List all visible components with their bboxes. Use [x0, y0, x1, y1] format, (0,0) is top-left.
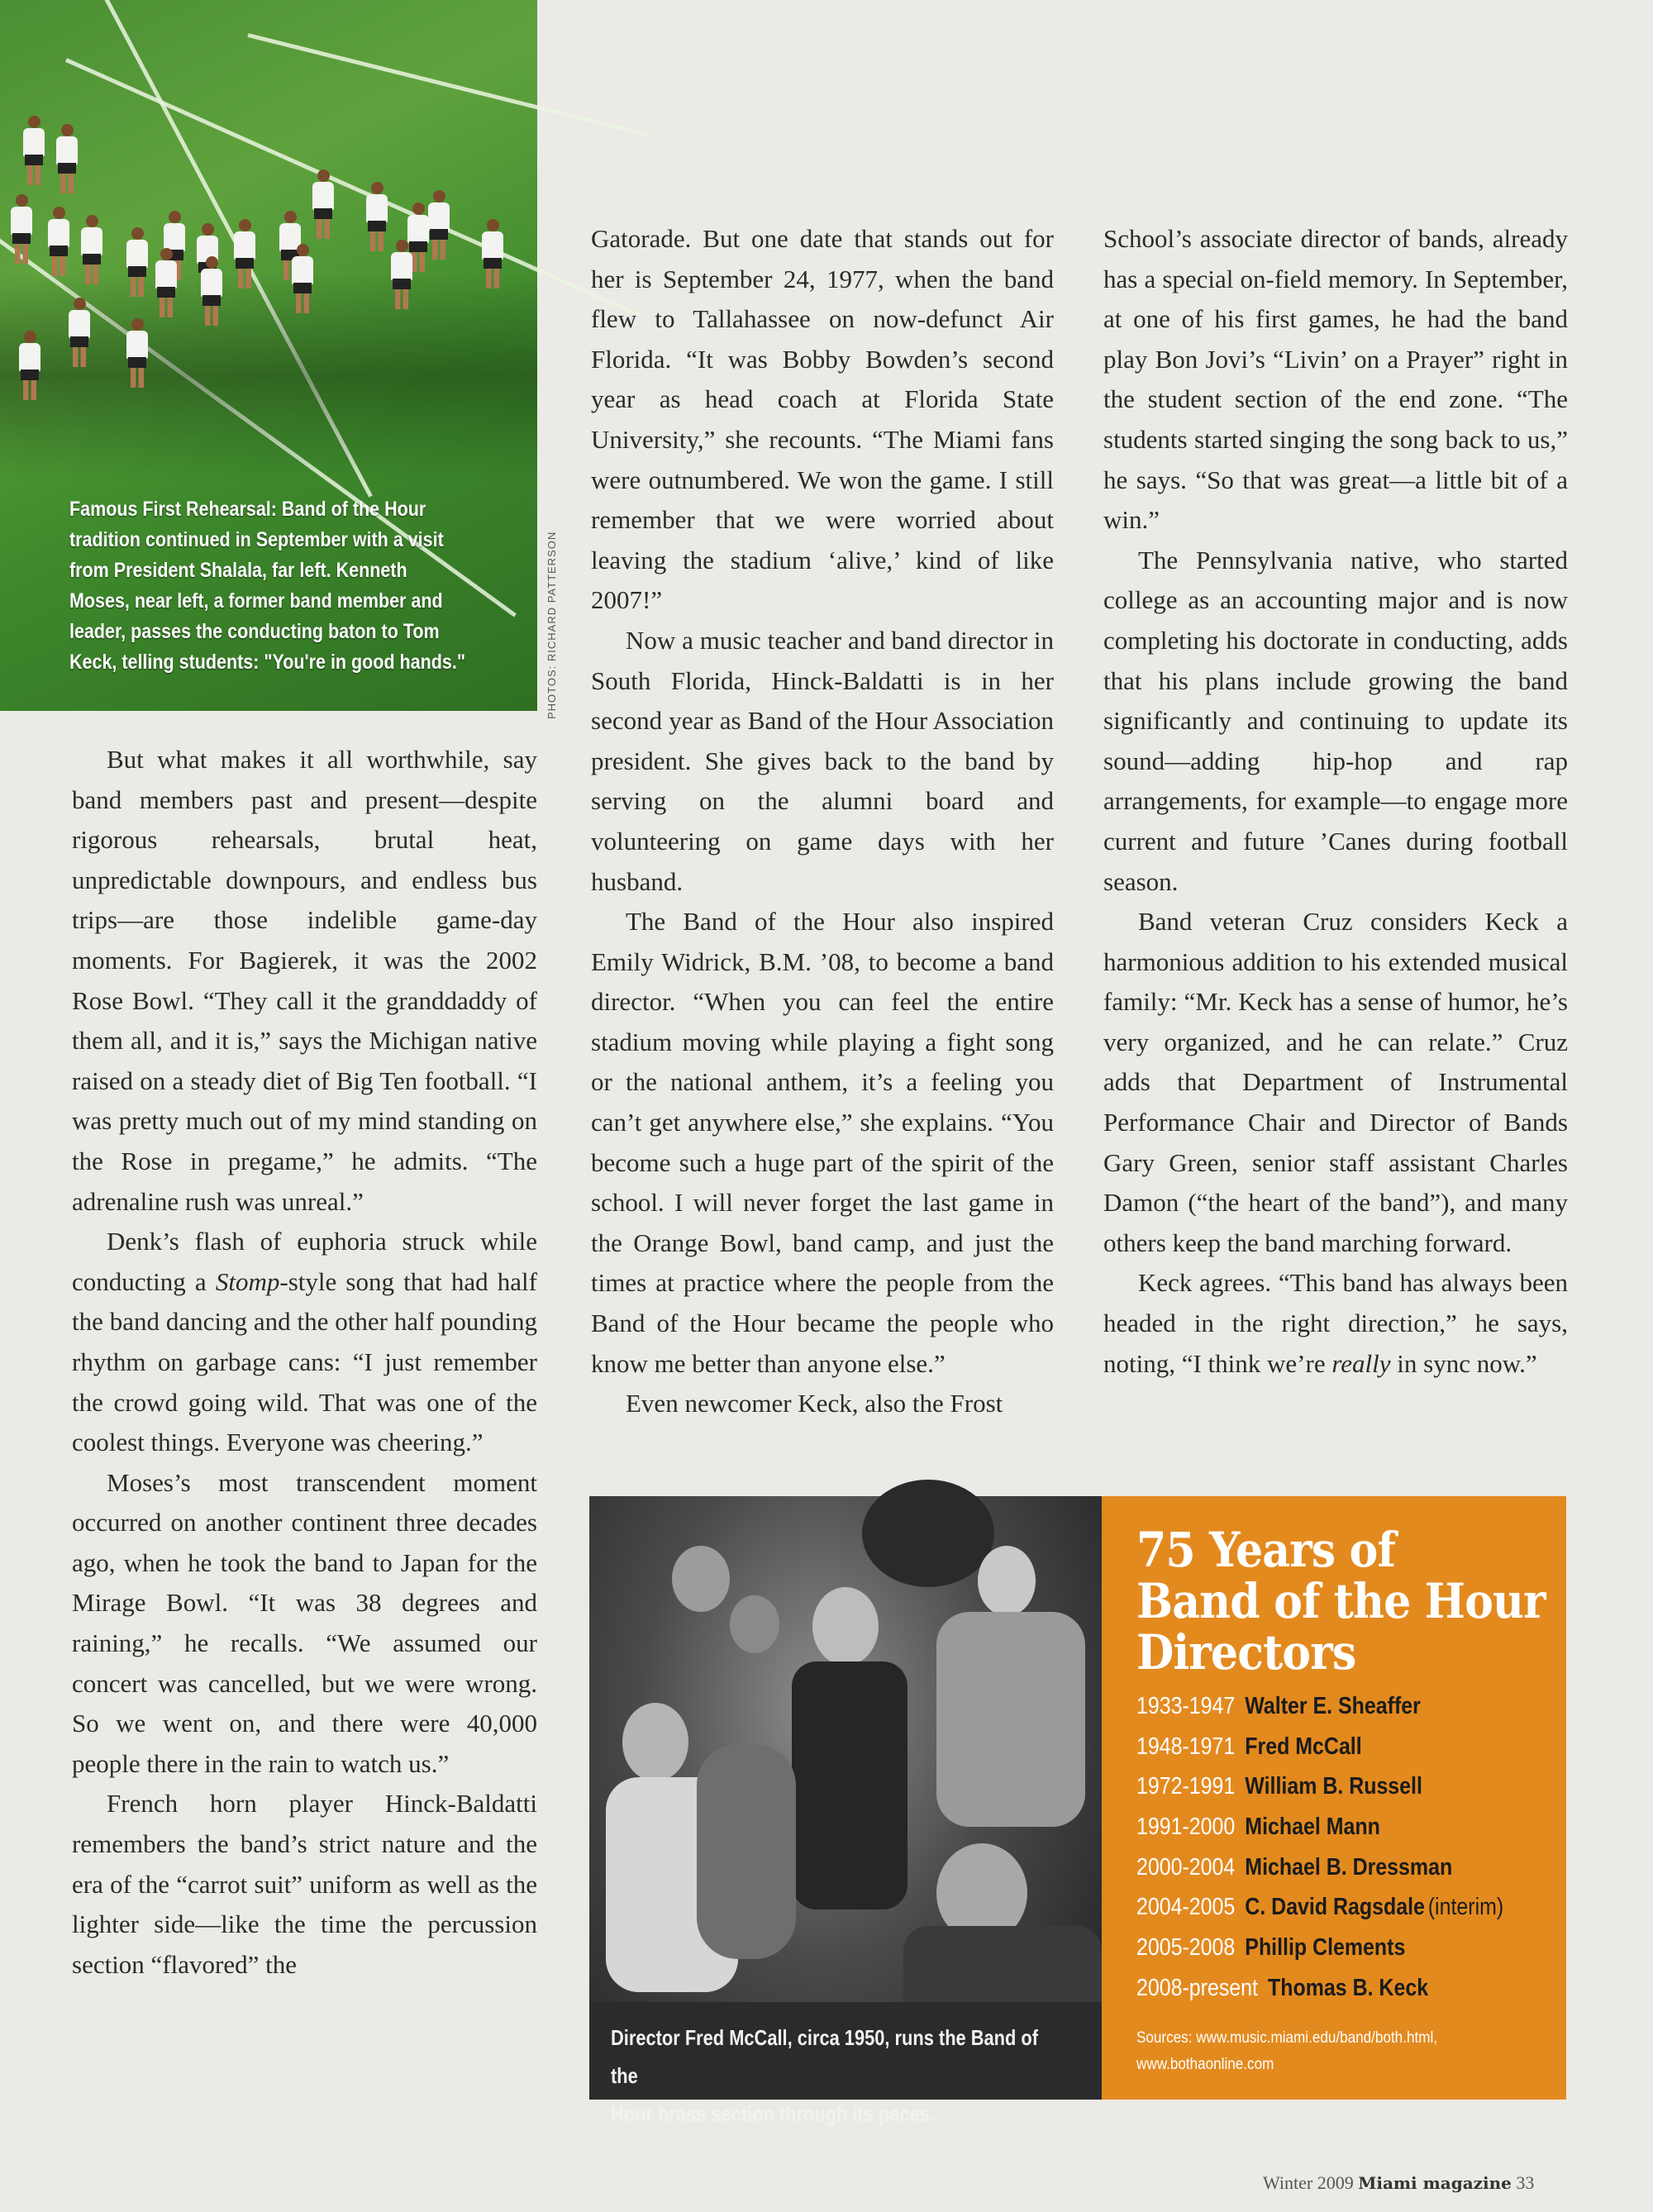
- paragraph: Band veteran Cruz considers Keck a harmonious addition to his extended musical family: “Mr. Keck has a sense of humor, he’s very organized, and he can relate.” Cruz adds that Department of Instrumental Performance Chair and Director of Bands Gary Green, senior staff assistant Charles Damon (“the heart of the band”), and many others keep the band marching forward.: [1103, 907, 1568, 1257]
- director-years: 1991-2000: [1136, 1814, 1236, 1841]
- director-row: [1136, 1733, 1506, 1774]
- article-column-2: [591, 219, 1054, 1424]
- directors-list: [1136, 1693, 1566, 2015]
- paragraph: Denk’s flash of euphoria struck while conducting a Stomp-style song that had half the band dancing and the other half pounding rhythm on garbage cans: “I just remember the crowd going wild. That was one of the coolest things. Everyone was cheering.”: [72, 1227, 537, 1457]
- paragraph: School’s associate director of bands, already has a special on-field memory. In September, at one of his first games, he had the band play Bon Jovi’s “Livin’ on a Prayer” right in the student section of the end zone. “The students started singing the song back to us,” he says. “So that was great—a little bit of a win.”: [1103, 224, 1568, 535]
- director-years: 2004-2005: [1136, 1894, 1236, 1921]
- director-name: Michael B. Dressman: [1245, 1853, 1453, 1881]
- bottom-photo-caption: [589, 2002, 1102, 2126]
- director-name: Walter E. Sheaffer: [1245, 1693, 1421, 1719]
- director-name: Michael Mann: [1245, 1814, 1380, 1841]
- director-name: C. David Ragsdale: [1245, 1894, 1425, 1921]
- paragraph: Moses’s most transcendent moment occurred on another continent three decades ago, when he took the band to Japan for the Mirage Bowl. “It was 38 degrees and raining,” he recalls. “We assumed our concert was cancelled, but we were wrong. So we went on, and there were 40,000 people there in the rain to watch us.”: [72, 1467, 537, 1778]
- directors-sidebar: [1102, 1496, 1566, 2100]
- paragraph: French horn player Hinck-Baldatti remembers the band’s strict nature and the era of the “carrot suit” uniform as well as the lighter side—like the time the percussion section “flavored” the: [72, 1789, 537, 1979]
- director-years: 2000-2004: [1136, 1853, 1236, 1881]
- director-row: [1136, 1814, 1506, 1854]
- director-row: [1136, 1773, 1506, 1814]
- director-name: Phillip Clements: [1245, 1934, 1406, 1962]
- paragraph: Keck agrees. “This band has always been headed in the right direction,” he says, noting, “I think we’re really in sync now.”: [1103, 1268, 1568, 1378]
- page-number: 33: [1516, 2172, 1535, 2193]
- director-row: [1136, 1854, 1506, 1895]
- photo-credit: PHOTOS: RICHARD PATTERSON: [545, 531, 558, 719]
- director-name: Thomas B. Keck: [1268, 1974, 1429, 2001]
- band-rehearsal-photo: [0, 0, 537, 711]
- director-years: 1933-1947: [1136, 1693, 1236, 1719]
- caption-line: Hour brass section through its paces.: [611, 2101, 935, 2126]
- article-column-1: [72, 740, 537, 1985]
- paragraph: Now a music teacher and band director in South Florida, Hinck-Baldatti is in her second year as Band of the Hour Association president. She gives back to the band by serving on the alumni board and volunteering on game days with her husband.: [591, 625, 1054, 896]
- sidebar-title: 75 Years of Band of the Hour Directors: [1136, 1522, 1546, 1680]
- director-years: 1948-1971: [1136, 1733, 1236, 1760]
- footer-season: Winter 2009: [1263, 2172, 1354, 2193]
- page-footer: [1263, 2172, 1627, 2194]
- director-row: [1136, 1934, 1506, 1975]
- top-photo-caption: Famous First Rehearsal: Band of the Hour tradition continued in September with a visit from President Shalala, far left. Kenneth Moses, near left, a former band member and leader, passes the conducting baton to Tom Keck, telling students: "You're in good hands.": [69, 498, 466, 674]
- director-years: 1972-1991: [1136, 1773, 1236, 1800]
- director-note: (interim): [1427, 1894, 1504, 1921]
- paragraph: Gatorade. But one date that stands out for her is September 24, 1977, when the band flew to Tallahassee on now-defunct Air Florida. “It was Bobby Bowden’s second year as head coach at Florida State University,” she recounts. “The Miami fans were outnumbered. We won the game. I still remember that we were worried about leaving the stadium ‘alive,’ kind of like 2007!”: [591, 224, 1054, 615]
- fred-mccall-photo: [589, 1496, 1102, 2126]
- director-row: [1136, 1693, 1506, 1733]
- director-name: William B. Russell: [1245, 1773, 1422, 1800]
- paragraph: The Band of the Hour also inspired Emily Widrick, B.M. ’08, to become a band director. “When you can feel the entire stadium moving while playing a fight song or the national anthem, it’s a feeling you can’t get anywhere else,” she explains. “You become such a huge part of the spirit of the school. I will never forget the last game in the Orange Bowl, band camp, and just the times at practice where the people from the Band of the Hour became the people who know me better than anyone else.”: [591, 907, 1054, 1378]
- director-row: [1136, 1975, 1506, 2015]
- director-years: 2005-2008: [1136, 1934, 1236, 1962]
- paragraph: Even newcomer Keck, also the Frost: [626, 1389, 1003, 1418]
- sources-note: Sources: www.music.miami.edu/band/both.html, www.bothaonline.com: [1136, 2028, 1438, 2073]
- caption-line: Director Fred McCall, circa 1950, runs the Band of the: [611, 2025, 1039, 2088]
- director-row: [1136, 1894, 1506, 1934]
- article-column-3: [1103, 219, 1568, 1384]
- paragraph: The Pennsylvania native, who started college as an accounting major and is now completing his doctorate in conducting, adds that his plans include growing the band significantly and continuing to update its sound—adding hip-hop and rap arrangements, for example—to engage more current and future ’Canes during football season.: [1103, 545, 1568, 896]
- director-name: Fred McCall: [1245, 1733, 1362, 1760]
- paragraph: But what makes it all worthwhile, say band members past and present—despite rigorous rehearsals, brutal heat, unpredictable downpours, and endless bus trips—are those indelible game-day moments. For Bagierek, it was the 2002 Rose Bowl. “They call it the granddaddy of them all, and it is,” says the Michigan native raised on a steady diet of Big Ten football. “I was pretty much out of my mind standing on the Rose in pregame,” he admits. “The adrenaline rush was unreal.”: [72, 745, 537, 1216]
- director-years: 2008-present: [1136, 1974, 1258, 2001]
- footer-publication: Miami magazine: [1358, 2173, 1512, 2193]
